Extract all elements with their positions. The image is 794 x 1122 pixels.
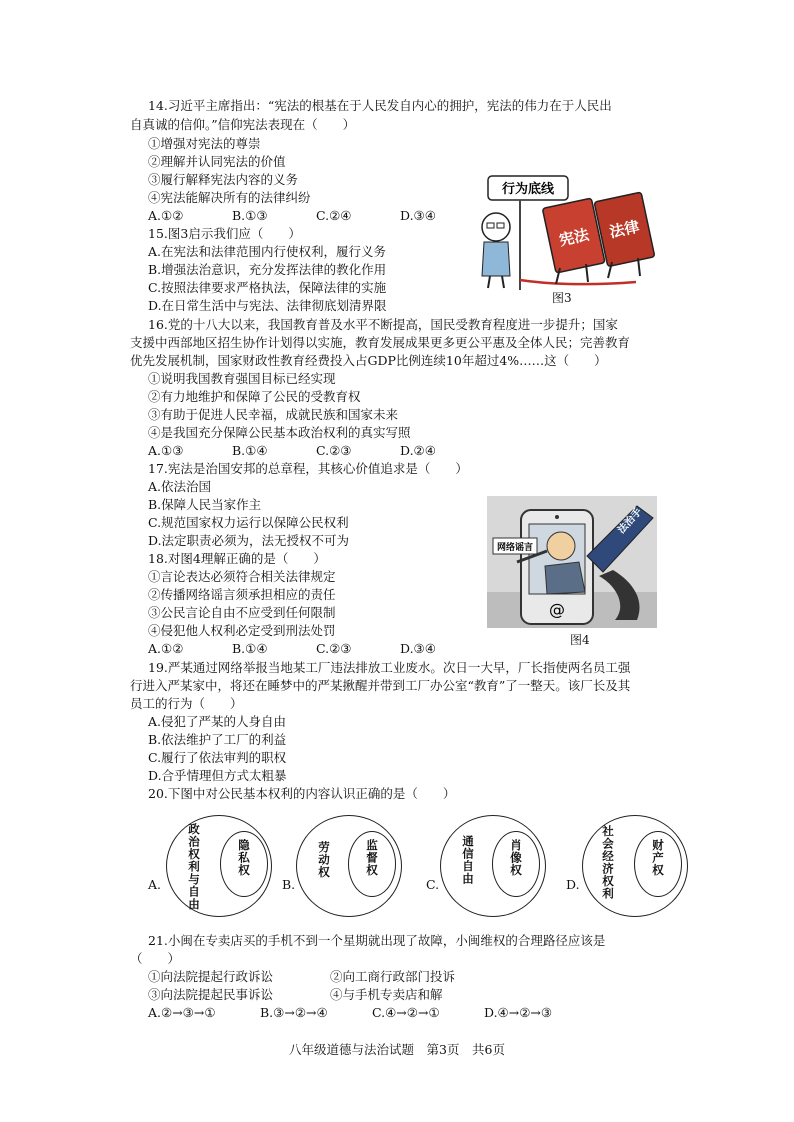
q16-item-1: ①说明我国教育强国目标已经实现 [148,371,336,386]
q18-option-b[interactable]: B.①④ [232,641,268,656]
q21-items-row1 [148,968,455,986]
q14-item-1: ①增强对宪法的尊崇 [148,136,261,151]
q21-line2: （ ） [130,951,181,966]
q14-item-4: ④宪法能解决所有的法律纠纷 [148,190,311,205]
q20-diagram-c-outer-text: 通信自由 [461,835,475,885]
figure-4-rumor-tag: 网络谣言 [496,543,534,553]
page-footer: 八年级道德与法治试题 第3页 共6页 [289,1042,505,1057]
figure-4-cartoon [487,496,657,628]
q21-item-2: ②向工商行政部门投诉 [330,969,456,984]
q15-choice-b[interactable]: B.增强法治意识，充分发挥法律的教化作用 [148,262,387,277]
q21-option-b[interactable]: B.③→②→④ [260,1005,328,1020]
q17-choice-a[interactable]: A.依法治国 [148,479,212,494]
q20-stem: 20.下图中对公民基本权利的内容认识正确的是（ ） [148,786,456,801]
q21-items-row2 [148,986,443,1004]
figure-4-illustration [487,496,657,628]
q20-diagram-c[interactable] [426,815,566,915]
q20-diagram-b-label: B. [282,877,296,892]
q20-diagram-d[interactable] [566,815,706,915]
q21-option-c[interactable]: C.④→②→① [372,1005,440,1020]
q16-option-a[interactable]: A.①③ [148,443,184,458]
figure-3-illustration [466,172,658,290]
q21-option-d[interactable]: D.④→②→③ [484,1005,553,1020]
q14-item-3: ③履行解释宪法内容的义务 [148,172,299,187]
q21-line1: 21.小闽在专卖店买的手机不到一个星期就出现了故障，小闽维权的合理路径应该是 [148,933,606,948]
q14-option-d[interactable]: D.③④ [400,208,436,223]
q14-option-c[interactable]: C.②④ [316,208,352,223]
q20-diagram-c-inner-text: 肖像权 [509,839,523,877]
q18-options [148,640,436,658]
q20-diagram-b-inner-text: 监督权 [365,839,379,877]
q19-choice-d[interactable]: D.合乎情理但方式太粗暴 [148,768,287,783]
q19-choice-a[interactable]: A.侵犯了严某的人身自由 [148,714,287,729]
q14-options [148,207,436,225]
q21-option-a[interactable]: A.②→③→① [148,1005,216,1020]
figure-3-caption: 图3 [552,291,572,305]
q18-option-c[interactable]: C.②③ [316,641,352,656]
figure-4-at-sign: @ [549,600,565,619]
q16-item-2: ②有力地维护和保障了公民的受教育权 [148,389,361,404]
q19-line2: 行进入严某家中，将还在睡梦中的严某揪醒并带到工厂办公室“教育”了一整天。该厂长及其 [130,678,631,693]
q20-diagram-d-outer-text: 社会经济权利 [601,825,615,900]
q18-item-1: ①言论表达必须符合相关法律规定 [148,569,336,584]
q16-line1: 16.党的十八大以来，我国教育普及水平不断提高，国民受教育程度进一步提升；国家 [148,317,618,332]
q21-options [148,1004,552,1022]
q17-stem: 17.宪法是治国安邦的总章程，其核心价值追求是（ ） [148,461,468,476]
q14-item-2: ②理解并认同宪法的价值 [148,154,286,169]
q16-line3: 优先发展机制，国家财政性教育经费投入占GDP比例连续10年超过4%……这（ ） [130,353,607,368]
figure-3-book-1: 宪法 [557,225,591,250]
q17-choice-d[interactable]: D.法定职责必须为，法无授权不可为 [148,533,350,548]
q15-stem: 15.图3启示我们应（ ） [148,226,301,241]
q20-diagram-a[interactable] [148,815,288,915]
q14-line1: 14.习近平主席指出：“宪法的根基在于人民发自内心的拥护，宪法的伟力在于人民出 [148,98,612,113]
figure-3-sign: 行为底线 [501,182,555,197]
q16-option-b[interactable]: B.①④ [232,443,268,458]
q16-options [148,442,436,460]
q20-diagram-d-label: D. [566,877,580,892]
q21-item-4: ④与手机专卖店和解 [330,987,443,1002]
figure-4-caption: 图4 [570,633,590,647]
q15-choice-d[interactable]: D.在日常生活中与宪法、法律彻底划清界限 [148,298,387,313]
q20-diagram-c-label: C. [426,877,440,892]
q14-option-a[interactable]: A.①② [148,208,184,223]
q20-diagram-a-outer-text: 政治权利与自由 [187,823,201,911]
q20-diagram-b[interactable] [282,815,422,915]
q16-option-c[interactable]: C.②③ [316,443,352,458]
q19-line1: 19.严某通过网络举报当地某工厂违法排放工业废水。次日一大早，厂长指使两名员工强 [148,660,631,675]
q16-option-d[interactable]: D.②④ [400,443,436,458]
q16-item-3: ③有助于促进人民幸福，成就民族和国家未来 [148,407,399,422]
q18-stem: 18.对图4理解正确的是（ ） [148,551,326,566]
q18-item-2: ②传播网络谣言须承担相应的责任 [148,587,336,602]
q16-line2: 支援中西部地区招生协作计划得以实施，教育发展成果更多更公平惠及全体人民；完善教育 [130,335,631,350]
q20-diagram-a-label: A. [148,877,162,892]
q17-choice-c[interactable]: C.规范国家权力运行以保障公民权利 [148,515,349,530]
q19-choice-b[interactable]: B.依法维护了工厂的利益 [148,732,287,747]
q16-item-4: ④是我国充分保障公民基本政治权利的真实写照 [148,425,411,440]
q18-item-3: ③公民言论自由不应受到任何限制 [148,605,336,620]
q15-choice-c[interactable]: C.按照法律要求严格执法，保障法律的实施 [148,280,387,295]
figure-4-arm-label: 法治手 [616,506,645,537]
q18-option-a[interactable]: A.①② [148,641,184,656]
q15-choice-a[interactable]: A.在宪法和法律范围内行使权利，履行义务 [148,244,387,259]
figure-3-cartoon [466,172,658,290]
q14-option-b[interactable]: B.①③ [232,208,268,223]
q18-option-d[interactable]: D.③④ [400,641,436,656]
q20-diagram-a-inner-text: 隐私权 [237,839,251,877]
q14-line2: 自真诚的信仰。”信仰宪法表现在（ ） [130,117,356,132]
q19-choice-c[interactable]: C.履行了依法审判的职权 [148,750,287,765]
q21-item-1: ①向法院提起行政诉讼 [148,969,274,984]
figure-3-book-2: 法律 [607,217,642,242]
q17-choice-b[interactable]: B.保障人民当家作主 [148,497,262,512]
q20-diagram-d-inner-text: 财产权 [651,839,665,877]
q18-item-4: ④侵犯他人权利必定受到刑法处罚 [148,623,336,638]
q21-item-3: ③向法院提起民事诉讼 [148,987,274,1002]
q20-diagram-b-outer-text: 劳动权 [317,841,331,879]
q19-line3: 员工的行为（ ） [130,696,243,711]
